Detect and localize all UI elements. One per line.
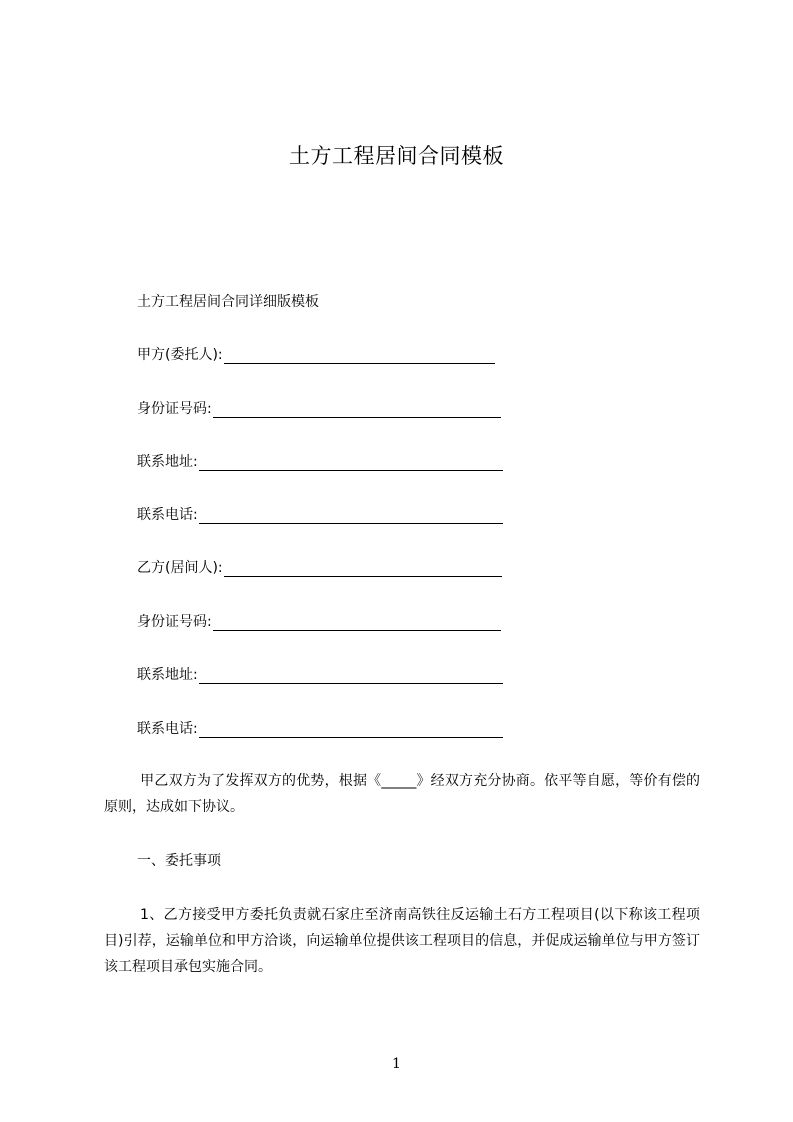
blank-underline — [213, 403, 501, 418]
field-label: 联系电话: — [137, 507, 198, 523]
field-label: 甲方(委托人): — [137, 347, 223, 363]
party-b-name-field — [137, 557, 502, 577]
blank-underline — [199, 456, 503, 471]
page-number: 1 — [392, 1056, 401, 1072]
intro-paragraph — [104, 768, 700, 820]
document-title: 土方工程居间合同模板 — [289, 144, 504, 168]
party-a-phone-field — [137, 504, 503, 524]
intro-paragraph-text: 甲乙双方为了发挥双方的优势，根据《_____》经双方充分协商。依平等自愿，等价有偿的原则，达成如下协议。 — [104, 773, 700, 815]
blank-underline — [213, 616, 501, 631]
field-label: 联系电话: — [137, 721, 198, 737]
party-b-phone-field — [137, 718, 503, 738]
blank-underline — [224, 562, 502, 577]
blank-underline — [199, 669, 503, 684]
clause-1-text: 1、乙方接受甲方委托负责就石家庄至济南高铁往反运输土石方工程项目(以下称该工程项目)引荐，运输单位和甲方洽谈，向运输单位提供该工程项目的信息，并促成运输单位与甲方签订该工程项目承包实施合同。 — [104, 907, 700, 975]
field-label: 联系地址: — [137, 454, 198, 470]
section-heading: 一、委托事项 — [137, 853, 221, 869]
clause-paragraph — [104, 902, 700, 980]
field-label: 身份证号码: — [137, 614, 212, 630]
party-b-id-field — [137, 611, 501, 631]
field-label: 身份证号码: — [137, 401, 212, 417]
blank-underline — [224, 349, 495, 364]
field-label: 联系地址: — [137, 667, 198, 683]
party-a-address-field — [137, 451, 503, 471]
field-label: 乙方(居间人): — [137, 560, 223, 576]
blank-underline — [199, 723, 503, 738]
document-subtitle: 土方工程居间合同详细版模板 — [137, 294, 319, 310]
party-a-id-field — [137, 398, 501, 418]
party-a-name-field — [137, 344, 495, 364]
party-b-address-field — [137, 664, 503, 684]
blank-underline — [199, 509, 503, 524]
